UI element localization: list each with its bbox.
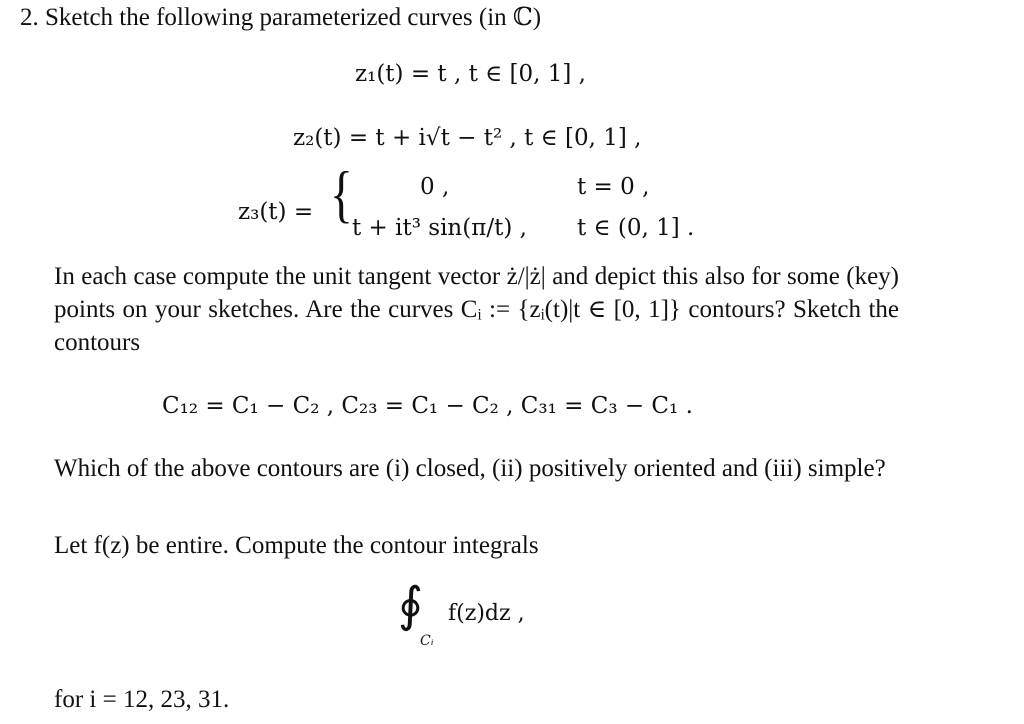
- paragraph-contour-properties: Which of the above contours are (i) closed, (ii) positively oriented and (iii) simple?: [54, 455, 886, 482]
- equation-z3-case1-value: 0 ,: [420, 174, 450, 200]
- equation-z1: z₁(t) = t , t ∈ [0, 1] ,: [355, 61, 586, 87]
- problem-title: Sketch the following parameterized curves (in ℂ): [45, 4, 542, 31]
- equation-z2: z₂(t) = t + i√t − t² , t ∈ [0, 1] ,: [293, 125, 642, 151]
- contour-integral-integrand: f(z)dz ,: [448, 601, 525, 626]
- equation-z3-case1-cond: t = 0 ,: [577, 174, 650, 200]
- paragraph-entire-function: Let f(z) be entire. Compute the contour integrals: [54, 532, 539, 559]
- equation-z3-case2-value: t + it³ sin(π/t) ,: [352, 215, 527, 241]
- problem-number: 2.: [20, 4, 39, 31]
- left-brace: {: [329, 158, 353, 229]
- contour-integral-symbol: ∮: [398, 577, 424, 633]
- problem-heading: [20, 2, 541, 35]
- contours-definition: C₁₂ = C₁ − C₂ , C₂₃ = C₁ − C₂ , C₃₁ = C₃ − C₁ .: [162, 393, 693, 419]
- equation-z3-lhs: z₃(t) =: [238, 199, 314, 225]
- index-range-line: for i = 12, 23, 31.: [54, 686, 230, 713]
- equation-z3-case2-cond: t ∈ (0, 1] .: [577, 215, 695, 241]
- paragraph-unit-tangent: In each case compute the unit tangent vector ż/|ż| and depict this also for some (key) points on your sketches. Are the curves Cᵢ := {zᵢ(t)|t ∈ [0, 1]} contours? Sketch the contours: [54, 263, 899, 356]
- contour-integral-subscript: Cᵢ: [420, 633, 434, 649]
